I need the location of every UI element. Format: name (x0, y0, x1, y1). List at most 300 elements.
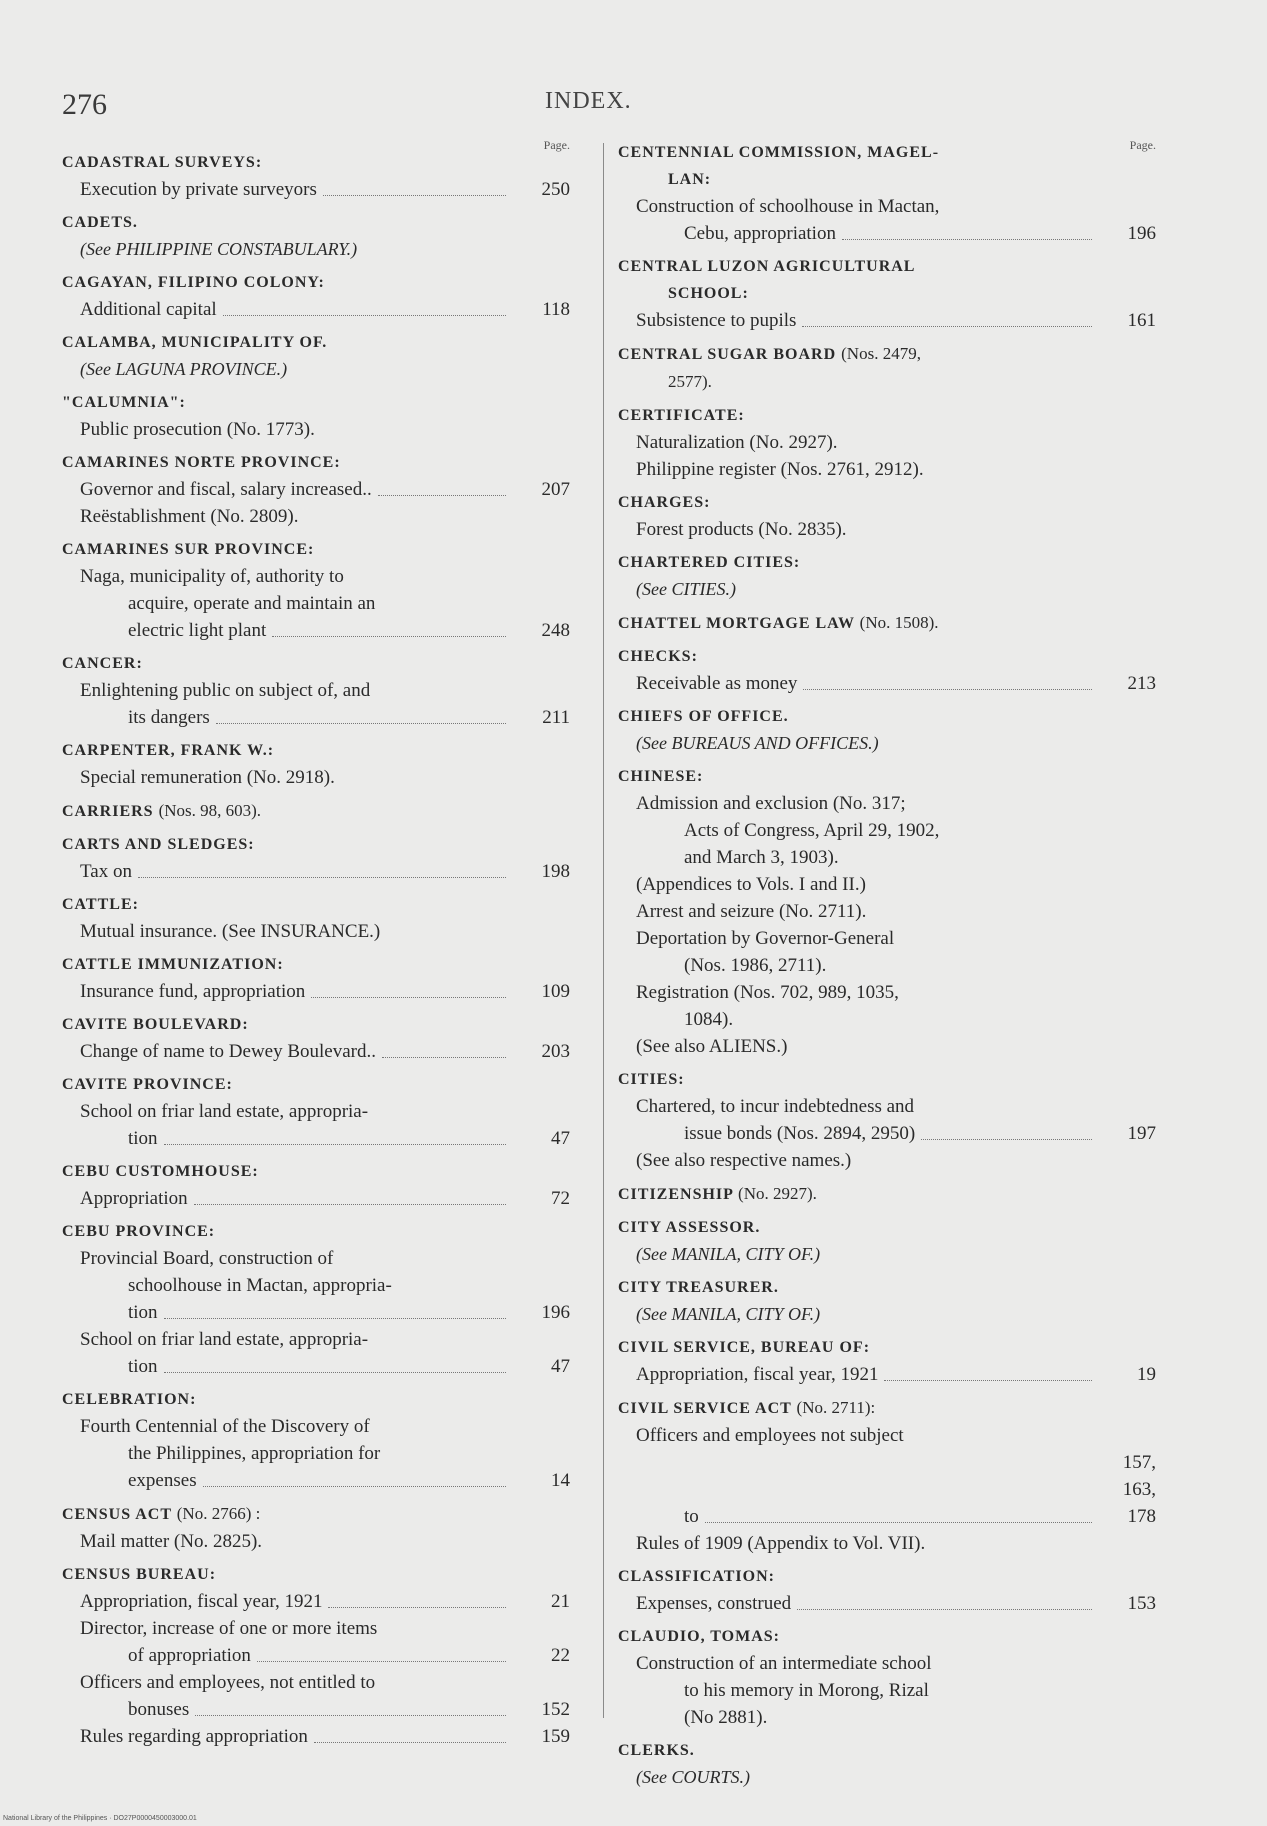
subentry (62, 1528, 570, 1555)
heading-note: (Nos. 98, 603). (158, 801, 262, 820)
heading-text: CENTENNIAL COMMISSION, MAGEL- (618, 144, 940, 161)
index-entry (618, 1180, 1156, 1208)
entry-heading (62, 650, 570, 677)
subentry-text: Expenses, construed (636, 1593, 792, 1614)
heading-text: CHARTERED CITIES: (618, 554, 801, 571)
subentry-text: issue bonds (Nos. 2894, 2950) (684, 1123, 916, 1144)
page-title: INDEX. (545, 88, 632, 114)
entry-heading (618, 549, 1156, 576)
entry-heading (62, 536, 570, 563)
subentry-text: Deportation by Governor-General (636, 928, 895, 949)
index-entry (62, 650, 570, 731)
index-entry (62, 209, 570, 263)
page-column-label: Page. (1129, 138, 1156, 152)
dot-leader (195, 1715, 506, 1716)
dot-leader (382, 1057, 506, 1058)
subentry (62, 1185, 570, 1212)
entry-heading-continued: SCHOOL: (668, 285, 749, 302)
subentry (62, 677, 570, 704)
page-ref: 109 (541, 981, 570, 1002)
subentry-text: (See also ALIENS.) (636, 1036, 788, 1057)
subentry-text: Forest products (No. 2835). (636, 519, 847, 540)
page-ref: 157, 163, 178 (1122, 1452, 1156, 1527)
subentry-text: Rules regarding appropriation (80, 1726, 308, 1747)
footer-credit: National Library of the Philippines · DO27P0000450003000.01 (3, 1815, 197, 1822)
subentry-text: Appropriation, fiscal year, 1921 (636, 1364, 879, 1385)
subentry-continued: 1084). (684, 1009, 734, 1030)
subentry-text: Registration (Nos. 702, 989, 1035, (636, 982, 899, 1003)
cross-reference: (See BUREAUS AND OFFICES.) (636, 733, 879, 753)
heading-text: CADETS. (62, 214, 138, 231)
index-entry (62, 329, 570, 383)
entry-heading (618, 1066, 1156, 1093)
subentry-text: Appropriation (80, 1188, 188, 1209)
entry-heading (618, 1737, 1156, 1764)
index-entry (62, 797, 570, 825)
subentry-text: expenses (128, 1470, 197, 1491)
page-ref: 250 (541, 179, 570, 200)
heading-text: CAVITE BOULEVARD: (62, 1016, 249, 1033)
subentry-text: its dangers (128, 707, 210, 728)
entry-heading (618, 1563, 1156, 1590)
index-entry (62, 1158, 570, 1212)
index-entry (618, 703, 1156, 757)
index-entry (618, 1066, 1156, 1174)
page-ref: 118 (542, 299, 570, 320)
cross-reference: (See CITIES.) (636, 579, 736, 599)
heading-text: CAMARINES NORTE PROVINCE: (62, 454, 341, 471)
entry-heading (618, 1394, 1156, 1422)
subentry (618, 1590, 1156, 1617)
page-ref: 196 (1127, 223, 1156, 244)
subentry-continued: (No 2881). (684, 1707, 768, 1728)
page-ref: 203 (541, 1041, 570, 1062)
subentry (618, 516, 1156, 543)
dot-leader (328, 1607, 506, 1608)
subentry-continued: and March 3, 1903). (684, 847, 839, 868)
index-entry (62, 831, 570, 885)
heading-note: (No. 2766) : (176, 1504, 261, 1523)
heading-text: CANCER: (62, 655, 143, 672)
heading-text: CHARGES: (618, 494, 711, 511)
subentry-continued: to his memory in Morong, Rizal (684, 1680, 929, 1701)
entry-heading (618, 643, 1156, 670)
entry-heading (618, 763, 1156, 790)
subentry-text: Special remuneration (No. 2918). (80, 767, 335, 788)
heading-text: CATTLE IMMUNIZATION: (62, 956, 284, 973)
index-entry (62, 269, 570, 323)
entry-heading (618, 402, 1156, 429)
heading-text: CLERKS. (618, 1742, 695, 1759)
cross-reference: (See MANILA, CITY OF.) (636, 1304, 821, 1324)
subentry-text: Governor and fiscal, salary increased.. (80, 479, 372, 500)
column-divider (603, 143, 604, 1718)
dot-leader (164, 1144, 506, 1145)
subentry-text: Enlightening public on subject of, and (80, 680, 371, 701)
heading-text: CADASTRAL SURVEYS: (62, 154, 263, 171)
heading-text: CHIEFS OF OFFICE. (618, 708, 789, 725)
subentry-text: tion (128, 1128, 158, 1149)
index-entry (618, 340, 1156, 396)
heading-text: CAVITE PROVINCE: (62, 1076, 233, 1093)
dot-leader (803, 689, 1092, 690)
subentry-text: (Appendices to Vols. I and II.) (636, 874, 866, 895)
entry-heading (62, 891, 570, 918)
page-ref: 213 (1127, 673, 1156, 694)
page-ref: 159 (541, 1726, 570, 1747)
dot-leader (884, 1380, 1092, 1381)
heading-text: CENTRAL LUZON AGRICULTURAL (618, 258, 916, 275)
subentry-text: Construction of schoolhouse in Mactan, (636, 196, 940, 217)
index-entry (618, 1563, 1156, 1617)
entry-heading (618, 253, 1156, 280)
index-entry (618, 643, 1156, 697)
index-entry (62, 737, 570, 791)
entry-heading (62, 1561, 570, 1588)
subentry (618, 307, 1156, 334)
heading-text: CHATTEL MORTGAGE LAW (618, 615, 855, 632)
dot-leader (797, 1609, 1092, 1610)
index-entry (62, 1218, 570, 1380)
entry-heading (618, 1214, 1156, 1241)
heading-text: CERTIFICATE: (618, 407, 745, 424)
index-entry (618, 489, 1156, 543)
subentry (618, 1530, 1156, 1557)
index-entry (618, 763, 1156, 1060)
subentry-continued (618, 1120, 1156, 1147)
dot-leader (203, 1486, 506, 1487)
index-entry (62, 1500, 570, 1555)
index-entry (62, 1011, 570, 1065)
page-ref: 47 (551, 1356, 570, 1377)
page-ref: 47 (551, 1128, 570, 1149)
page-ref: 207 (541, 479, 570, 500)
subentry-continued (62, 1299, 570, 1326)
entry-heading (62, 1011, 570, 1038)
subentry (618, 670, 1156, 697)
subentry-text: Provincial Board, construction of (80, 1248, 334, 1269)
cross-reference: (See LAGUNA PROVINCE.) (80, 359, 288, 379)
subentry-text: Public prosecution (No. 1773). (80, 419, 315, 440)
page-ref: 211 (542, 707, 570, 728)
subentry-text: Chartered, to incur indebtedness and (636, 1096, 915, 1117)
heading-note: (No. 1508). (859, 613, 939, 632)
page-ref: 196 (541, 1302, 570, 1323)
subentry (62, 1326, 570, 1353)
page-ref: 197 (1127, 1123, 1156, 1144)
subentry (62, 1723, 570, 1750)
subentry (618, 1147, 1156, 1174)
entry-heading (618, 703, 1156, 730)
entry-heading (62, 797, 570, 825)
subentry (618, 193, 1156, 220)
heading-text: CARTS AND SLEDGES: (62, 836, 255, 853)
subentry-text: Additional capital (80, 299, 217, 320)
heading-text: "CALUMNIA": (62, 394, 186, 411)
entry-heading (62, 1071, 570, 1098)
entry-heading (62, 831, 570, 858)
entry-heading (618, 1274, 1156, 1301)
entry-heading (618, 489, 1156, 516)
subentry-continued (618, 220, 1156, 247)
heading-text: CATTLE: (62, 896, 139, 913)
subentry-text: Arrest and seizure (No. 2711). (636, 901, 867, 922)
entry-heading (62, 389, 570, 416)
page-number: 276 (62, 88, 107, 121)
heading-text: CLASSIFICATION: (618, 1568, 775, 1585)
index-entry (62, 891, 570, 945)
subentry-text: electric light plant (128, 620, 267, 641)
page-ref: 22 (551, 1645, 570, 1666)
subentry (62, 1413, 570, 1440)
subentry-text: (See also respective names.) (636, 1150, 852, 1171)
subentry-text: Naga, municipality of, authority to (80, 566, 344, 587)
subentry (62, 978, 570, 1005)
heading-text: CLAUDIO, TOMAS: (618, 1628, 780, 1645)
index-entry (618, 1623, 1156, 1731)
subentry (618, 1650, 1156, 1677)
subentry (62, 1245, 570, 1272)
subentry-continued (62, 704, 570, 731)
subentry-text: Construction of an intermediate school (636, 1653, 932, 1674)
entry-heading (618, 1180, 1156, 1208)
page-ref: 19 (1137, 1364, 1156, 1385)
subentry (62, 918, 570, 945)
page-ref: 72 (551, 1188, 570, 1209)
heading-text: CENSUS ACT (62, 1506, 172, 1523)
heading-text: CEBU CUSTOMHOUSE: (62, 1163, 259, 1180)
index-entry (618, 1737, 1156, 1791)
heading-text: CHECKS: (618, 648, 698, 665)
subentry-text: Insurance fund, appropriation (80, 981, 306, 1002)
heading-text: CITY ASSESSOR. (618, 1219, 761, 1236)
heading-note: (Nos. 2479, (841, 344, 921, 363)
subentry-continued (62, 1125, 570, 1152)
entry-heading (618, 609, 1156, 637)
heading-text: CELEBRATION: (62, 1391, 197, 1408)
entry-heading (62, 951, 570, 978)
index-entry (62, 449, 570, 530)
cross-reference: (See PHILIPPINE CONSTABULARY.) (80, 239, 358, 259)
page-ref: 153 (1127, 1593, 1156, 1614)
dot-leader (378, 495, 506, 496)
subentry-text: Naturalization (No. 2927). (636, 432, 838, 453)
entry-heading (618, 1623, 1156, 1650)
heading-text: CIVIL SERVICE, BUREAU OF: (618, 1339, 871, 1356)
index-column-right (618, 139, 1156, 1797)
subentry-text: Subsistence to pupils (636, 310, 797, 331)
entry-heading-continued (618, 368, 1156, 396)
subentry (618, 1093, 1156, 1120)
subentry-text: School on friar land estate, appropria- (80, 1329, 369, 1350)
subentry-text: Change of name to Dewey Boulevard.. (80, 1041, 376, 1062)
subentry-continued: (Nos. 1986, 2711). (684, 955, 827, 976)
dot-leader (223, 315, 506, 316)
index-entry (618, 402, 1156, 483)
subentry-text: Appropriation, fiscal year, 1921 (80, 1591, 323, 1612)
subentry-text: Officers and employees not subject (636, 1425, 904, 1446)
entry-heading (62, 1500, 570, 1528)
page-column-label: Page. (543, 138, 570, 152)
entry-heading (62, 209, 570, 236)
entry-heading-continued: LAN: (668, 171, 712, 188)
subentry-continued (62, 1467, 570, 1494)
index-entry (62, 149, 570, 203)
dot-leader (802, 326, 1092, 327)
subentry-text: tion (128, 1302, 158, 1323)
entry-heading (62, 269, 570, 296)
subentry (62, 1038, 570, 1065)
dot-leader (272, 636, 506, 637)
heading-text: CENSUS BUREAU: (62, 1566, 217, 1583)
index-entry (618, 1214, 1156, 1268)
subentry (618, 925, 1156, 952)
entry-heading (62, 1386, 570, 1413)
index-entry (618, 549, 1156, 603)
index-entry (62, 536, 570, 644)
subentry-continued (62, 1696, 570, 1723)
subentry-continued (62, 1353, 570, 1380)
heading-text: CALAMBA, MUNICIPALITY OF. (62, 334, 328, 351)
subentry-text: Mutual insurance. (See INSURANCE.) (80, 921, 381, 942)
dot-leader (216, 723, 506, 724)
subentry-continued: schoolhouse in Mactan, appropria- (128, 1275, 392, 1296)
heading-text: CARRIERS (62, 803, 154, 820)
dot-leader (705, 1522, 1092, 1523)
entry-heading (62, 1158, 570, 1185)
subentry (618, 429, 1156, 456)
subentry (62, 1588, 570, 1615)
heading-text: CITY TREASURER. (618, 1279, 779, 1296)
subentry-text: Execution by private surveyors (80, 179, 317, 200)
index-entry (62, 951, 570, 1005)
heading-note: (No. 2927). (738, 1184, 817, 1203)
subentry (62, 176, 570, 203)
entry-heading (62, 329, 570, 356)
index-entry (618, 1394, 1156, 1557)
page-ref: 14 (551, 1470, 570, 1491)
cross-reference: (See COURTS.) (636, 1767, 750, 1787)
subentry-text: Admission and exclusion (No. 317; (636, 793, 906, 814)
heading-text: CAGAYAN, FILIPINO COLONY: (62, 274, 325, 291)
index-entry (618, 609, 1156, 637)
heading-note: (No. 2711): (796, 1398, 876, 1417)
dot-leader (314, 1742, 506, 1743)
heading-text: CEBU PROVINCE: (62, 1223, 216, 1240)
index-entry (62, 1561, 570, 1750)
subentry (62, 764, 570, 791)
dot-leader (257, 1661, 506, 1662)
subentry-text: Receivable as money (636, 673, 798, 694)
subentry-continued: the Philippines, appropriation for (128, 1443, 381, 1464)
entry-heading (618, 139, 1156, 166)
subentry-text: Cebu, appropriation (684, 223, 836, 244)
subentry-text: of appropriation (128, 1645, 251, 1666)
index-entry (618, 1334, 1156, 1388)
subentry-text: Director, increase of one or more items (80, 1618, 378, 1639)
subentry-text: Fourth Centennial of the Discovery of (80, 1416, 370, 1437)
subentry-text: Mail matter (No. 2825). (80, 1531, 263, 1552)
subentry (62, 503, 570, 530)
subentry (618, 871, 1156, 898)
heading-note: 2577). (668, 372, 712, 391)
subentry-text: bonuses (128, 1699, 190, 1720)
dot-leader (842, 239, 1092, 240)
subentry-text: to (684, 1506, 699, 1527)
subentry-text: School on friar land estate, appropria- (80, 1101, 369, 1122)
subentry-text: Reëstablishment (No. 2809). (80, 506, 299, 527)
page-ref: 152 (541, 1699, 570, 1720)
subentry (62, 1098, 570, 1125)
subentry (618, 898, 1156, 925)
entry-heading (62, 737, 570, 764)
subentry (618, 1033, 1156, 1060)
index-entry (62, 389, 570, 443)
page-ref: 198 (541, 861, 570, 882)
dot-leader (311, 997, 506, 998)
dot-leader (194, 1204, 506, 1205)
page-ref: 161 (1127, 310, 1156, 331)
page-ref: 21 (551, 1591, 570, 1612)
subentry-text: Officers and employees, not entitled to (80, 1672, 376, 1693)
entry-heading (62, 449, 570, 476)
subentry-text: tion (128, 1356, 158, 1377)
index-entry (618, 139, 1156, 247)
index-entry (618, 1274, 1156, 1328)
entry-heading (618, 340, 1156, 368)
index-entry (618, 253, 1156, 334)
subentry-continued: Acts of Congress, April 29, 1902, (684, 820, 940, 841)
index-column-left (62, 139, 570, 1756)
subentry (618, 790, 1156, 817)
subentry (618, 979, 1156, 1006)
index-entry (62, 1071, 570, 1152)
dot-leader (164, 1318, 506, 1319)
heading-text: CARPENTER, FRANK W.: (62, 742, 275, 759)
subentry (618, 456, 1156, 483)
heading-text: CHINESE: (618, 768, 704, 785)
subentry (618, 1422, 1156, 1449)
subentry (62, 858, 570, 885)
dot-leader (323, 195, 506, 196)
subentry-continued (62, 617, 570, 644)
subentry (62, 296, 570, 323)
dot-leader (164, 1372, 506, 1373)
subentry-continued (62, 1642, 570, 1669)
subentry (62, 476, 570, 503)
subentry (62, 1615, 570, 1642)
subentry (62, 416, 570, 443)
subentry-text: Rules of 1909 (Appendix to Vol. VII). (636, 1533, 926, 1554)
index-entry (62, 1386, 570, 1494)
subentry (62, 1669, 570, 1696)
heading-text: CENTRAL SUGAR BOARD (618, 346, 837, 363)
heading-text: CIVIL SERVICE ACT (618, 1400, 792, 1417)
cross-reference: (See MANILA, CITY OF.) (636, 1244, 821, 1264)
entry-heading (618, 1334, 1156, 1361)
heading-text: CITIZENSHIP (618, 1186, 734, 1203)
heading-text: CAMARINES SUR PROVINCE: (62, 541, 315, 558)
subentry-continued: acquire, operate and maintain an (128, 593, 376, 614)
subentry (618, 1361, 1156, 1388)
subentry-text: Philippine register (Nos. 2761, 2912). (636, 459, 924, 480)
subentry (62, 563, 570, 590)
dot-leader (138, 877, 506, 878)
dot-leader (921, 1139, 1092, 1140)
entry-heading (62, 1218, 570, 1245)
heading-text: CITIES: (618, 1071, 685, 1088)
entry-heading (62, 149, 570, 176)
